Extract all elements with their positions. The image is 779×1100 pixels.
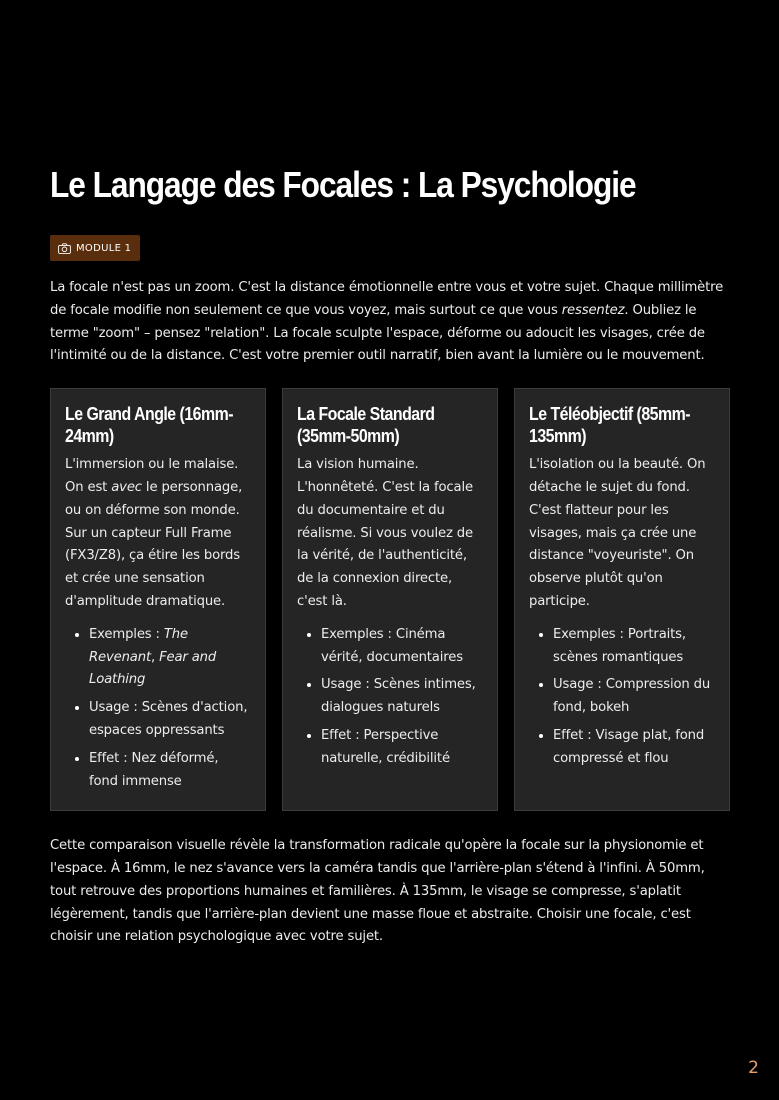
card-title: Le Grand Angle (16mm-24mm) [65, 403, 234, 447]
card-standard [282, 388, 498, 811]
camera-icon [58, 243, 71, 254]
outro-paragraph: Cette comparaison visuelle révèle la transformation radicale qu'opère la focale sur la physionomie et l'espace. À 16mm, le nez s'avance vers la caméra tandis que l'arrière-plan s'étend à l'infini. À 50mm, tout retrouve des proportions humaines et familières. À 135mm, le visage se compresse, s'aplatit légèrement, tandis que l'arrière-plan devient une masse floue et abstraite. Choisir une focale, c'est choisir une relation psychologique avec votre sujet. [50, 838, 705, 945]
intro-paragraph: La focale n'est pas un zoom. C'est la distance émotionnelle entre vous et votre sujet. Chaque millimètre de focale modifie non seulement ce que vous voyez, mais surtout ce que vous ressentez. Oubliez le terme "zoom" – pensez "relation". La focale sculpte l'espace, déforme ou adoucit les visages, crée de l'intimité ou de la distance. C'est votre premier outil narratif, bien avant la lumière ou le mouvement. [50, 280, 724, 364]
list-item: • Effet : Nez déformé, fond immense [89, 748, 251, 794]
list-item: • Exemples : Portraits, scènes romantiques [553, 624, 715, 670]
card-title: La Focale Standard (35mm-50mm) [297, 403, 435, 447]
list-item: • Exemples : The Revenant, Fear and Loathing [89, 624, 251, 692]
card-description: L'isolation ou la beauté. On détache le sujet du fond. C'est flatteur pour les visages, mais ça crée une distance "voyeuriste". On observe plutôt qu'on participe. [529, 457, 706, 609]
card-description: La vision humaine. L'honnêteté. C'est la focale du documentaire et du réalisme. Si vous voulez de la vérité, de l'authenticité, de la connexion directe, c'est là. [297, 457, 473, 609]
list-item: • Usage : Scènes d'action, espaces oppressants [89, 697, 251, 743]
focal-cards [50, 388, 729, 811]
card-bullet-list [65, 624, 251, 794]
card-telephoto [514, 388, 730, 811]
emphasis-text: Fear and Loathing [89, 649, 217, 688]
emphasis-text: ressentez [561, 302, 625, 318]
card-bullet-list [529, 624, 715, 771]
list-item: • Effet : Visage plat, fond compressé et flou [553, 725, 715, 771]
emphasis-text: avec [111, 479, 142, 495]
emphasis-text: The Revenant [89, 626, 188, 665]
page-number: 2 [748, 1058, 759, 1078]
list-item: • Effet : Perspective naturelle, crédibilité [321, 725, 483, 771]
page-title: Le Langage des Focales : La Psychologie [50, 164, 636, 205]
list-item: • Usage : Compression du fond, bokeh [553, 674, 715, 720]
page-content [50, 163, 729, 949]
module-badge-label: MODULE 1 [76, 242, 132, 254]
card-title: Le Téléobjectif (85mm-135mm) [529, 403, 691, 447]
card-description: L'immersion ou le malaise. On est avec le personnage, ou on déforme son monde. Sur un capteur Full Frame (FX3/Z8), ça étire les bords et crée une sensation d'amplitude dramatique. [65, 457, 243, 609]
card-bullet-list [297, 624, 483, 771]
module-badge [50, 235, 140, 261]
list-item: • Exemples : Cinéma vérité, documentaires [321, 624, 483, 670]
card-wide-angle [50, 388, 266, 811]
list-item: • Usage : Scènes intimes, dialogues naturels [321, 674, 483, 720]
